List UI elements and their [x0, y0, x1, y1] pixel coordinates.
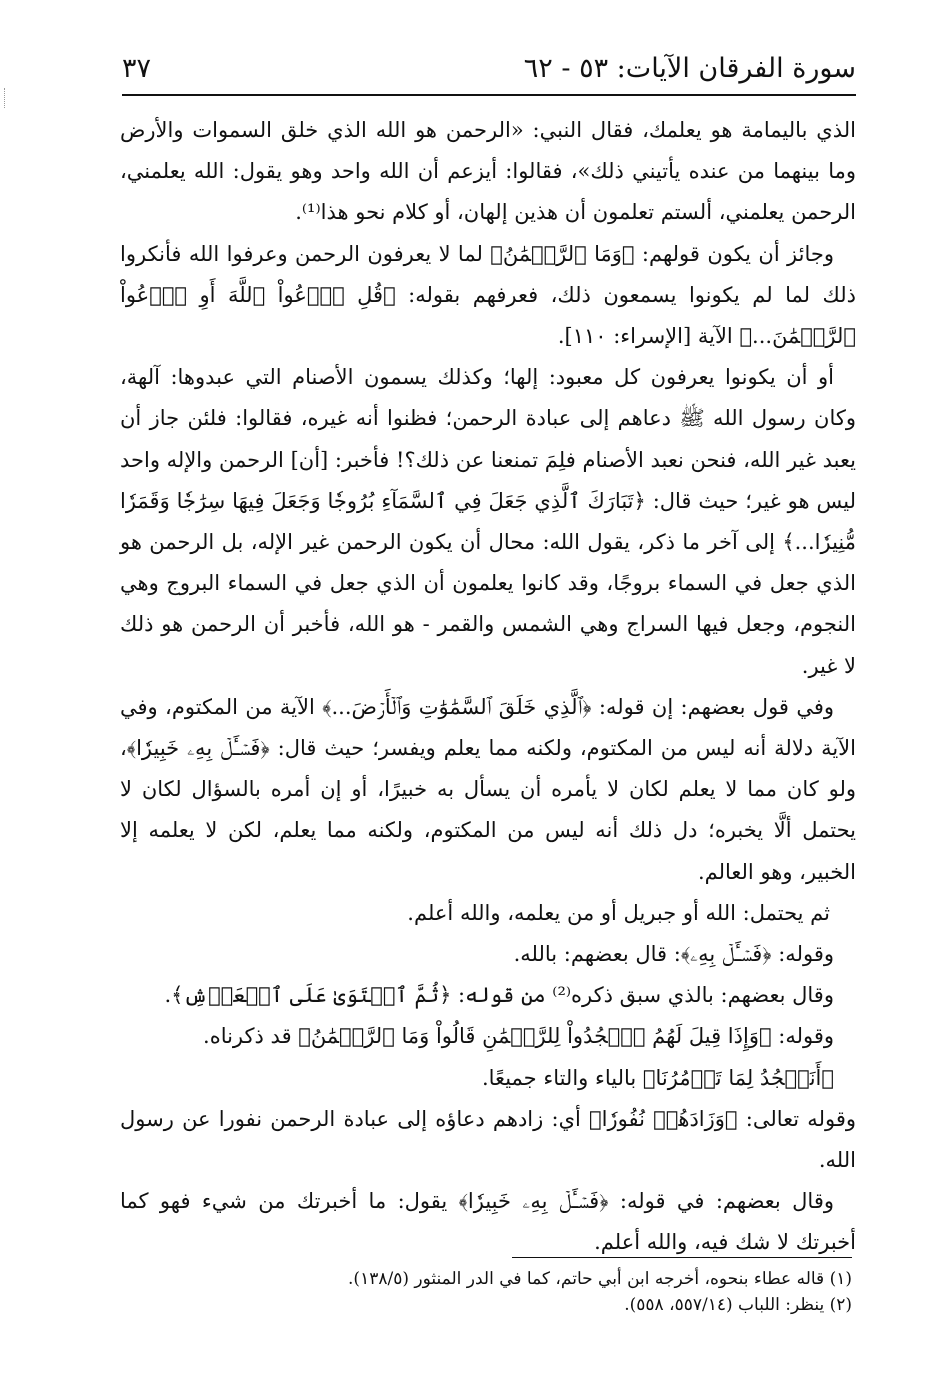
- footnote: (١) قاله عطاء بنحوه، أخرجه ابن أبي حاتم، كما في الدر المنثور (١٣٨/٥).: [348, 1269, 852, 1289]
- paragraph: وقوله تعالى: ﴿وَزَادَهُمۡ نُفُورٗا﴾ أي: زادهم دعاؤه إلى عبادة الرحمن نفورا عن رسول الله.: [120, 1106, 856, 1173]
- footnote: (٢) ينظر: اللباب (٥٥٧/١٤، ٥٥٨).: [624, 1295, 852, 1315]
- paragraph: ثم يحتمل: الله أو جبريل أو من يعلمه، والله أعلم.: [407, 900, 830, 925]
- running-title: سورة الفرقان الآيات: ٥٣ - ٦٢: [523, 53, 856, 84]
- main-text: [120, 110, 856, 1264]
- paragraph: ﴿أَنَسۡجُدُ لِمَا تَأۡمُرُنَا﴾ بالياء والتاء جميعًا.: [481, 1065, 834, 1090]
- paragraph: وفي قول بعضهم: إن قوله: ﴿ٱلَّذِي خَلَقَ ٱلسَّمَٰوَٰتِ وَٱلۡأَرۡضَ...﴾ الآية من المكتوم، وفي الآية دلالة أنه ليس من المكتوم، ولكنه مما يعلم ويفسر؛ حيث قال: ﴿فَسۡـَٔلۡ بِهِۦ خَبِيرٗا﴾، ولو كان مما لا يعلم لكان لا يأمره أن يسأل به خبيرًا، أو إن أمره بالسؤال لكان لا يحتمل ألَّا يخبره؛ دل ذلك أنه ليس من المكتوم، ولكنه مما يعلم، لكن لا يعلمه إلا الخبير، وهو العالم.: [120, 694, 856, 884]
- footnote-separator: [512, 1257, 852, 1258]
- paragraph: وجائز أن يكون قولهم: ﴿وَمَا ٱلرَّحۡمَٰنُ﴾ لما لا يعرفون الرحمن وعرفوا الله فأنكروا ذلك لما لم يكونوا يسمعون ذلك، فعرفهم بقوله: ﴿قُلِ ٱدۡعُواْ ٱللَّهَ أَوِ ٱدۡعُواْ ٱلرَّحۡمَٰنَ...﴾ الآية [الإسراء: ١١٠].: [120, 241, 856, 349]
- margin-mark: [4, 88, 6, 108]
- paragraph: الذي باليمامة هو يعلمك، فقال النبي: «الرحمن هو الله الذي خلق السموات والأرض وما بينهما من عنده يأتيني ذلك»، فقالوا: أيزعم أن الله واحد وهو يقول: الله يعلمني، الرحمن يعلمني، ألستم تعلمون أن هذين إلهان، أو كلام نحو هذا⁽¹⁾.: [120, 118, 856, 225]
- paragraph: وقوله: ﴿وَإِذَا قِيلَ لَهُمُ ٱسۡجُدُواْ لِلرَّحۡمَٰنِ قَالُواْ وَمَا ٱلرَّحۡمَٰنُ﴾ قد ذكرناه.: [203, 1024, 834, 1049]
- paragraph: وقال بعضهم: بالذي سبق ذكره⁽²⁾ من قوله: ﴿ثُمَّ ٱسۡتَوَىٰ عَلَى ٱلۡعَرۡشِ﴾.: [164, 983, 834, 1008]
- header-rule: [122, 94, 856, 96]
- footnotes: [120, 1266, 852, 1318]
- paragraph: أو أن يكونوا يعرفون كل معبود: إلها؛ وكذلك يسمون الأصنام التي عبدوها: آلهة، وكان رسول الله ﷺ دعاهم إلى عبادة الرحمن؛ فظنوا أنه غيره، فقالوا: فلئن جاز أن يعبد غير الله، فنحن نعبد الأصنام فلِمَ تمنعنا عن ذلك؟! فأخبر: [أن] الرحمن والإله واحد ليس هو غير؛ حيث قال: ﴿تَبَارَكَ ٱلَّذِي جَعَلَ فِي ٱلسَّمَآءِ بُرُوجٗا وَجَعَلَ فِيهَا سِرَٰجٗا وَقَمَرٗا مُّنِيرٗا...﴾ إلى آخر ما ذكر، يقول الله: محال أن يكون الرحمن غير الإله، بل الرحمن هو الذي جعل في السماء بروجًا، وقد كانوا يعلمون أن الذي جعل في السماء البروج وهي النجوم، وجعل فيها السراج وهي الشمس والقمر - هو الله، فأخبر أن الرحمن هو ذلك لا غير.: [120, 365, 856, 678]
- paragraph: وقال بعضهم: في قوله: ﴿فَسۡـَٔلۡ بِهِۦ خَبِيرٗا﴾ يقول: ما أخبرتك من شيء فهو كما أخبرتك لا شك فيه، والله أعلم.: [120, 1189, 856, 1255]
- page-header: [122, 42, 856, 86]
- page-number: ٣٧: [122, 53, 152, 84]
- paragraph: وقوله: ﴿فَسۡـَٔلۡ بِهِۦ﴾: قال بعضهم: بالله.: [513, 942, 834, 967]
